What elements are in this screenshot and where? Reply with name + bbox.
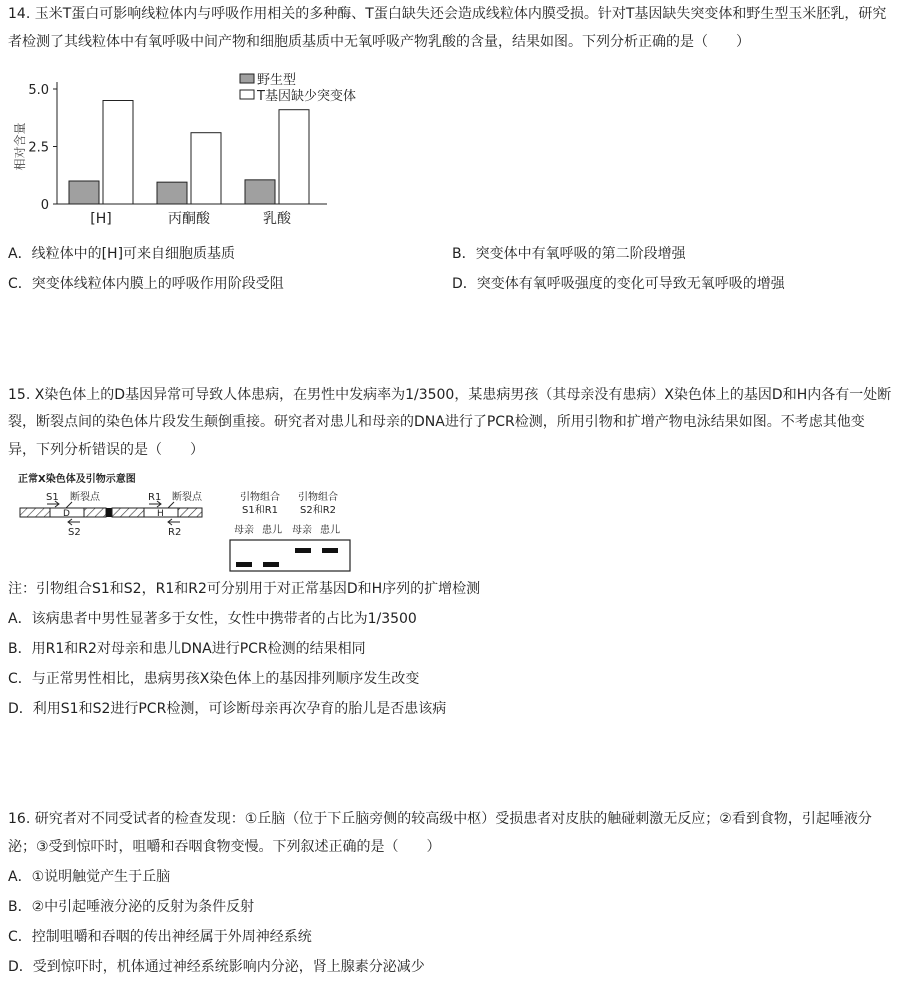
centromere	[106, 508, 112, 517]
q15-option-d[interactable]: D．利用S1和S2进行PCR检测，可诊断母亲再次孕育的胎儿是否患该病	[8, 701, 447, 717]
q14-stem-line1: 14. 玉米T蛋白可影响线粒体内与呼吸作用相关的多种酶、T蛋白缺失还会造成线粒体内膜受损。针对T基因缺失突变体和野生型玉米胚乳，研究	[8, 6, 887, 22]
y-tick-label: 2.5	[28, 140, 49, 156]
primer-s1-label: S1	[46, 492, 59, 503]
bar-1-0	[157, 182, 187, 204]
break-pointer-2	[168, 502, 174, 508]
chromosome-mid-right	[112, 508, 144, 517]
break-label-1: 断裂点	[70, 492, 100, 503]
lane-mother-2: 母亲	[292, 525, 312, 536]
q14-option-c[interactable]: C．突变体线粒体内膜上的呼吸作用阶段受阻	[8, 276, 284, 292]
q15-option-c[interactable]: C．与正常男性相比，患病男孩X染色体上的基因排列顺序发生改变	[8, 671, 420, 687]
q16-option-b[interactable]: B．②中引起唾液分泌的反射为条件反射	[8, 899, 255, 915]
q16-option-c[interactable]: C．控制咀嚼和吞咽的传出神经属于外周神经系统	[8, 929, 312, 945]
break-pointer-1	[66, 502, 72, 508]
bar-2-0	[245, 180, 275, 204]
q15-stem-line1: 15. X染色体上的D基因异常可导致人体患病，在男性中发病率为1/3500，某患病男孩（其母亲没有患病）X染色体上的基因D和H内各有一处断	[8, 387, 892, 403]
primer-s2-arrow	[68, 519, 80, 525]
q15-note: 注：引物组合S1和S2，R1和R2可分别用于对正常基因D和H序列的扩增检测	[8, 581, 481, 597]
x-category-label: 乳酸	[263, 211, 291, 227]
q14-option-b[interactable]: B．突变体中有氧呼吸的第二阶段增强	[452, 246, 686, 262]
x-category-label: 丙酮酸	[168, 211, 210, 227]
chromosome-right-arm	[178, 508, 202, 517]
primer-r2-arrow	[168, 519, 180, 525]
gel-band-3	[295, 548, 311, 553]
primer-s2-label: S2	[68, 527, 81, 538]
lane-child-1: 患儿	[262, 525, 282, 536]
y-tick-label: 5.0	[28, 83, 49, 98]
y-tick-label: 0	[40, 198, 49, 213]
q15-chromosome-diagram	[14, 470, 364, 576]
gene-d-label: D	[63, 509, 70, 519]
q14-option-d[interactable]: D．突变体有氧呼吸强度的变化可导致无氧呼吸的增强	[452, 276, 785, 292]
y-axis-label: 相对含量	[13, 122, 27, 171]
legend-label: T基因缺少突变体	[257, 89, 356, 104]
primer-r1-label: R1	[148, 492, 162, 503]
q16-stem-line1: 16. 研究者对不同受试者的检查发现：①丘脑（位于下丘脑旁侧的较高级中枢）受损患者对皮肤的触碰刺激无反应；②看到食物，引起唾液分	[8, 811, 872, 827]
chromosome-left-arm	[20, 508, 50, 517]
primer-r2-label: R2	[168, 527, 182, 538]
q15-option-b[interactable]: B．用R1和R2对母亲和患儿DNA进行PCR检测的结果相同	[8, 641, 366, 657]
lane-child-2: 患儿	[320, 525, 340, 536]
gel-band-1	[236, 562, 252, 567]
q15-stem-line3: 异，下列分析错误的是（ ）	[8, 442, 204, 458]
legend-swatch	[240, 90, 254, 99]
q14-bar-chart	[10, 66, 370, 232]
q16-stem-line2: 泌；③受到惊吓时，咀嚼和吞咽食物变慢。下列叙述正确的是（ ）	[8, 839, 441, 855]
q14-option-a[interactable]: A．线粒体中的[H]可来自细胞质基质	[8, 246, 236, 262]
combo1-line1: 引物组合	[240, 492, 280, 503]
legend-swatch	[240, 74, 254, 83]
q15-stem-line2: 裂，断裂点间的染色体片段发生颠倒重接。研究者对患儿和母亲的DNA进行了PCR检测，所用引物和扩增产物电泳结果如图。不考虑其他变	[8, 414, 865, 430]
q16-option-a[interactable]: A．①说明触觉产生于丘脑	[8, 869, 171, 885]
x-category-label: [H]	[90, 211, 112, 227]
lane-mother-1: 母亲	[234, 525, 254, 536]
bar-0-0	[69, 181, 99, 204]
q15-option-a[interactable]: A．该病患者中男性显著多于女性，女性中携带者的占比为1/3500	[8, 611, 417, 627]
gel-band-4	[322, 548, 338, 553]
break-label-2: 断裂点	[172, 492, 202, 503]
bar-0-1	[103, 101, 133, 205]
diagram-title: 正常X染色体及引物示意图	[18, 474, 136, 485]
gel-band-2	[263, 562, 279, 567]
combo1-line2: S1和R1	[242, 505, 279, 516]
q14-stem-line2: 者检测了其线粒体中有氧呼吸中间产物和细胞质基质中无氧呼吸产物乳酸的含量，结果如图。下列分析正确的是（ ）	[8, 34, 750, 50]
gene-h-label: H	[157, 509, 164, 519]
legend-label: 野生型	[257, 73, 297, 88]
chromosome-mid-left	[84, 508, 106, 517]
bar-2-1	[279, 110, 309, 204]
bar-1-1	[191, 133, 221, 204]
combo2-line1: 引物组合	[298, 492, 338, 503]
combo2-line2: S2和R2	[300, 505, 337, 516]
q16-option-d[interactable]: D．受到惊吓时，机体通过神经系统影响内分泌，肾上腺素分泌减少	[8, 959, 425, 975]
